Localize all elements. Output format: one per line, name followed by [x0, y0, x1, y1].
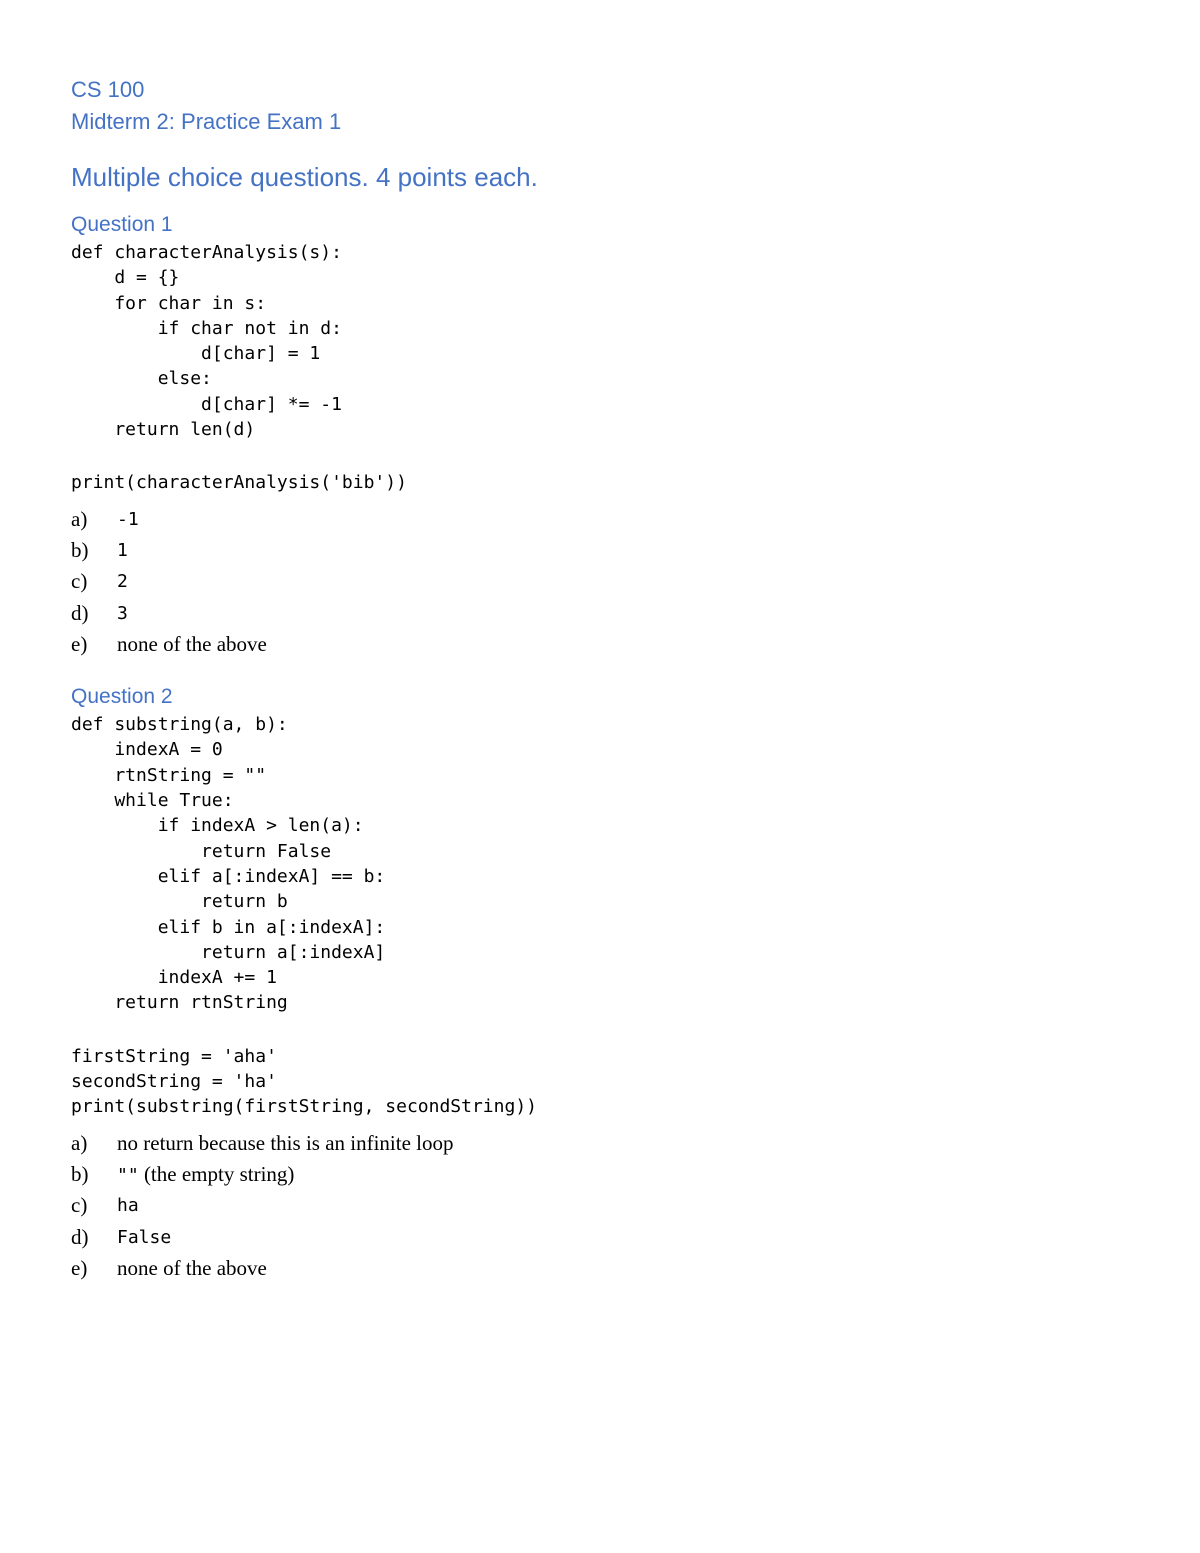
exam-page — [71, 74, 1131, 1284]
code-line: print(substring(firstString, secondString)) — [71, 1096, 537, 1118]
option-letter: e) — [71, 632, 88, 656]
option-letter: c) — [71, 569, 88, 594]
section-heading: Multiple choice questions. 4 points each. — [71, 162, 538, 192]
code-line: while True: — [71, 790, 234, 812]
course-title: CS 100 — [71, 77, 145, 102]
option-text: no return because this is an infinite loop — [117, 1130, 454, 1155]
option-b — [71, 535, 1131, 566]
code-line: rtnString = "" — [71, 764, 267, 786]
question-1-options — [71, 504, 1131, 660]
option-text: False — [117, 1226, 172, 1248]
option-c — [71, 1190, 1131, 1221]
code-line: secondString = 'ha' — [71, 1071, 277, 1093]
option-text: 3 — [117, 602, 128, 624]
code-line: def characterAnalysis(s): — [71, 242, 342, 263]
option-letter: d) — [71, 600, 89, 625]
option-letter: e) — [71, 1255, 88, 1280]
option-c — [71, 566, 1131, 597]
code-line: return b — [71, 891, 288, 913]
code-line: d[char] *= -1 — [71, 393, 342, 415]
question-2-title: Question 2 — [71, 685, 173, 709]
code-line: firstString = 'aha' — [71, 1045, 277, 1067]
code-line: return len(d) — [71, 419, 256, 441]
option-a — [71, 1128, 1131, 1159]
option-d — [71, 1222, 1131, 1253]
option-letter: b) — [71, 1162, 89, 1187]
option-text — [117, 1162, 294, 1187]
option-text-rest: (the empty string) — [138, 1162, 295, 1187]
option-e — [71, 629, 1131, 660]
code-line: d = {} — [71, 267, 180, 289]
option-e — [71, 1253, 1131, 1284]
option-text: ha — [117, 1195, 139, 1217]
question-2-options — [71, 1128, 1131, 1284]
question-2-code — [71, 712, 1131, 1119]
code-line: if indexA > len(a): — [71, 815, 364, 837]
question-1-title: Question 1 — [71, 213, 173, 236]
code-spacer — [71, 442, 1131, 470]
code-line: else: — [71, 368, 212, 390]
empty-string-literal: "" — [117, 1165, 139, 1187]
code-line: indexA = 0 — [71, 739, 223, 761]
option-text: -1 — [117, 508, 139, 530]
code-line: return False — [71, 840, 332, 862]
exam-title: Midterm 2: Practice Exam 1 — [71, 109, 342, 134]
option-letter: a) — [71, 506, 88, 531]
code-line: if char not in d: — [71, 317, 342, 339]
option-letter: c) — [71, 1193, 88, 1218]
code-line: for char in s: — [71, 292, 267, 314]
option-letter: a) — [71, 1130, 88, 1155]
question-1-code — [71, 240, 1131, 496]
option-text: 2 — [117, 571, 128, 593]
code-line: def substring(a, b): — [71, 714, 288, 736]
code-spacer — [71, 1016, 1131, 1044]
option-text: 1 — [117, 540, 128, 562]
code-line: elif b in a[:indexA]: — [71, 916, 386, 938]
option-text: none of the above — [117, 1255, 267, 1280]
option-text: none of the above — [117, 632, 267, 656]
option-b — [71, 1159, 1131, 1190]
option-d — [71, 598, 1131, 629]
option-a — [71, 504, 1131, 535]
code-line: d[char] = 1 — [71, 343, 321, 365]
code-line: print(characterAnalysis('bib')) — [71, 472, 407, 494]
code-line: elif a[:indexA] == b: — [71, 865, 386, 887]
option-letter: b) — [71, 538, 89, 563]
option-letter: d) — [71, 1224, 89, 1249]
code-line: return rtnString — [71, 992, 288, 1014]
code-line: indexA += 1 — [71, 967, 277, 989]
code-line: return a[:indexA] — [71, 941, 386, 963]
